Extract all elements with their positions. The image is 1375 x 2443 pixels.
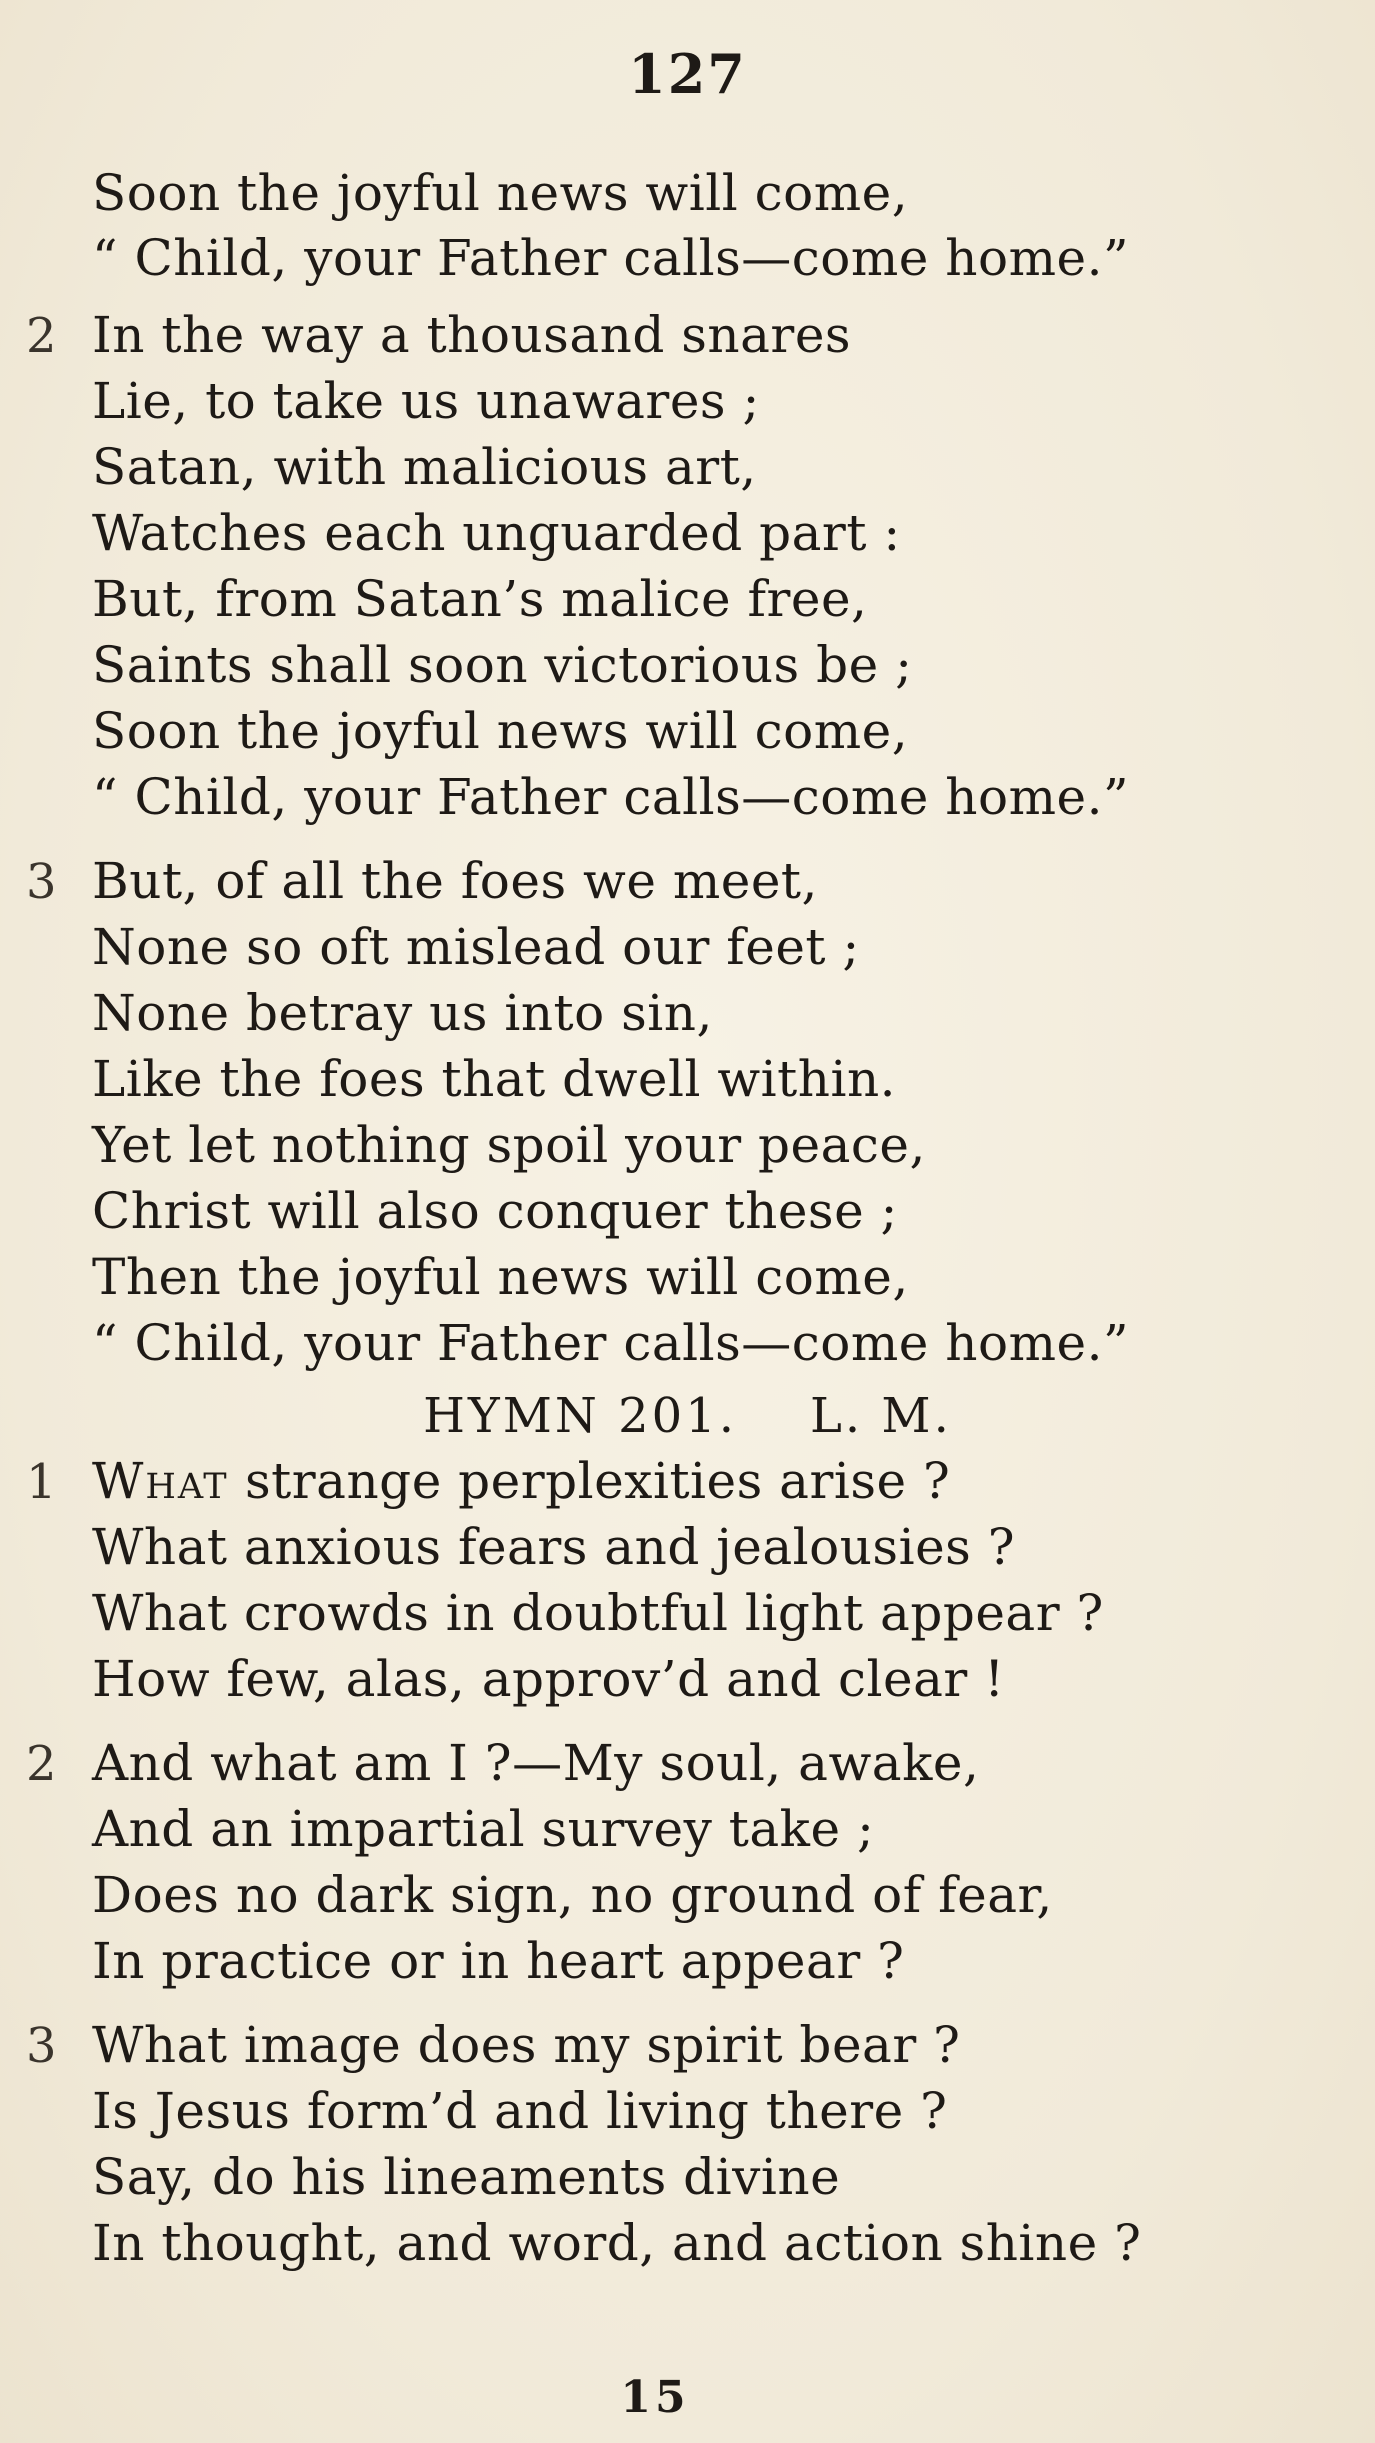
verse-line: What anxious fears and jealousies ? <box>92 1518 1016 1576</box>
verse-number: 1 <box>26 1454 57 1510</box>
verse-line: Soon the joyful news will come, <box>92 702 909 760</box>
verse-line: In thought, and word, and action shine ? <box>92 2214 1142 2272</box>
verse-line: Watches each unguarded part : <box>92 504 901 562</box>
verse-line: Yet let nothing spoil your peace, <box>92 1116 926 1174</box>
verse-line: “ Child, your Father calls—come home.” <box>92 229 1130 287</box>
verse-line: Say, do his lineaments divine <box>92 2148 841 2206</box>
verse-line: None betray us into sin, <box>92 984 713 1042</box>
verse-line: Like the foes that dwell within. <box>92 1050 897 1108</box>
verse-line: Then the joyful news will come, <box>92 1248 909 1306</box>
hymn-heading: HYMN 201. L. M. <box>423 1388 952 1444</box>
verse-line: Christ will also conquer these ; <box>92 1182 898 1240</box>
verse-line: Does no dark sign, no ground of fear, <box>92 1866 1053 1924</box>
verse-number: 2 <box>26 308 57 364</box>
verse-line: What crowds in doubtful light appear ? <box>92 1584 1104 1642</box>
verse-line: Satan, with malicious art, <box>92 438 757 496</box>
verse-line <box>92 1452 951 1510</box>
verse-line: And an impartial survey take ; <box>92 1800 875 1858</box>
verse-line: “ Child, your Father calls—come home.” <box>92 768 1130 826</box>
verse-line: But, from Satan’s malice free, <box>92 570 868 628</box>
verse-line: “ Child, your Father calls—come home.” <box>92 1314 1130 1372</box>
verse-line: What image does my spirit bear ? <box>92 2016 961 2074</box>
verse-number: 3 <box>26 854 57 910</box>
verse-line: How few, alas, approv’d and clear ! <box>92 1650 1005 1708</box>
verse-line: None so oft mislead our feet ; <box>92 918 860 976</box>
verse-line: Is Jesus form’d and living there ? <box>92 2082 948 2140</box>
page-number: 127 <box>628 42 747 106</box>
verse-line: In practice or in heart appear ? <box>92 1932 905 1990</box>
verse-number: 3 <box>26 2018 57 2074</box>
verse-line: Soon the joyful news will come, <box>92 164 909 222</box>
verse-line: And what am I ?—My soul, awake, <box>92 1734 980 1792</box>
verse-number: 2 <box>26 1736 57 1792</box>
verse-line: In the way a thousand snares <box>92 306 852 364</box>
verse-line: Saints shall soon victorious be ; <box>92 636 913 694</box>
opening-word: What <box>92 1452 229 1510</box>
first-line-rest: strange perplexities arise ? <box>228 1452 951 1510</box>
signature-mark: 15 <box>620 2372 690 2423</box>
verse-line: But, of all the foes we meet, <box>92 852 818 910</box>
verse-line: Lie, to take us unawares ; <box>92 372 760 430</box>
